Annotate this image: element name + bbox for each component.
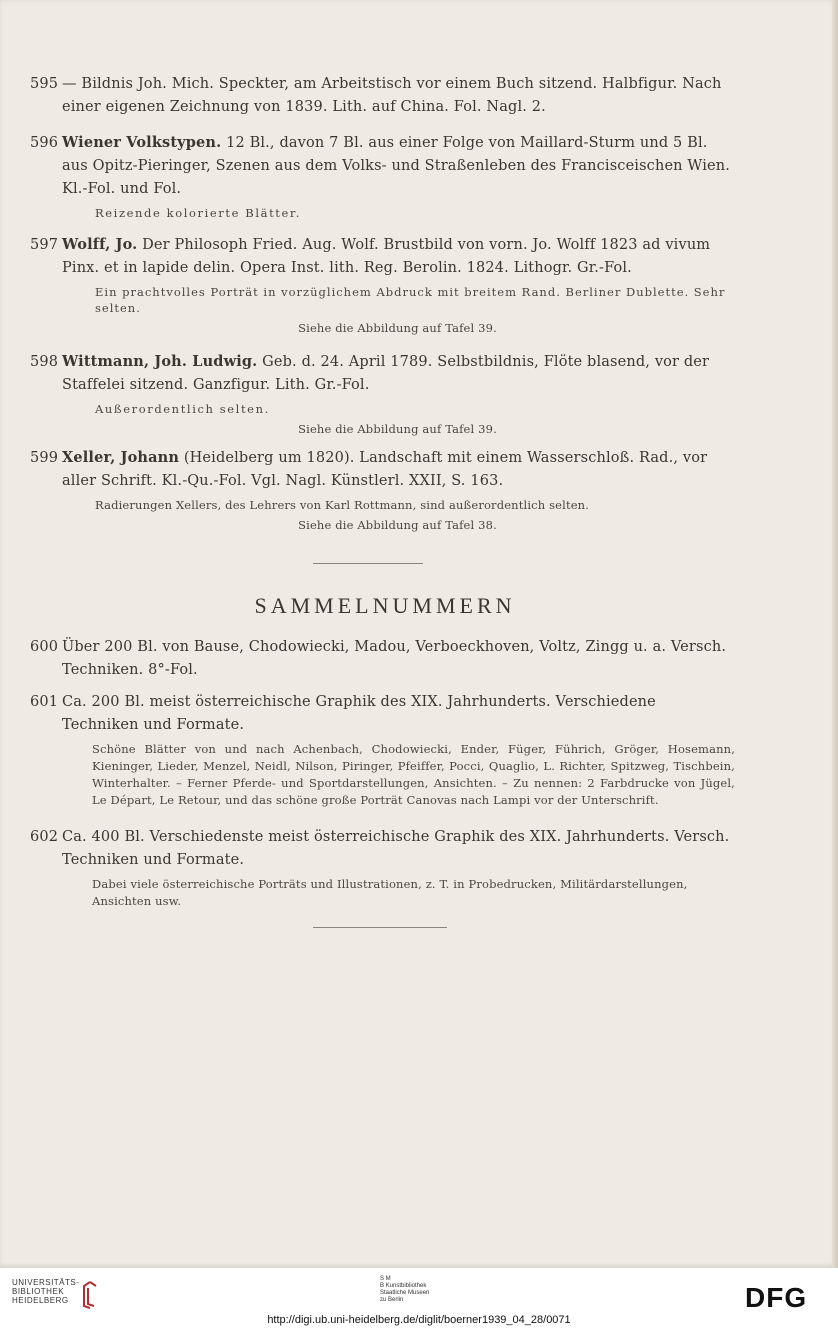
entry-text: Ca. 200 Bl. meist österreichische Graphik des XIX. Jahrhunderts. Verschiedene Techniken und Formate. — [62, 694, 656, 733]
entry-596 — [30, 131, 735, 221]
entry-text: Ca. 400 Bl. Verschiedenste meist österreichische Graphik des XIX. Jahrhunderts. Versch. Techniken und Formate. — [62, 829, 730, 868]
logo-line: UNIVERSITÄTS- — [12, 1278, 80, 1287]
entry-600 — [30, 636, 735, 682]
entry-number: 597 — [30, 237, 59, 253]
entry-599 — [30, 446, 735, 533]
entry-text: 12 Bl., davon 7 Bl. aus einer Folge von Maillard-Sturm und 5 Bl. aus Opitz-Pieringer, Szenen aus dem Volks- und Straßenleben des Francisceischen Wien. Kl.-Fol. und Fol. — [62, 135, 730, 197]
entry-note: Reizende kolorierte Blätter. — [95, 206, 302, 220]
section-title: SAMMELNUMMERN — [254, 593, 516, 618]
entry-note: Außerordentlich selten. — [95, 402, 270, 416]
entry-number: 601 — [30, 694, 59, 710]
entry-note: Schöne Blätter von und nach Achenbach, Chodowiecki, Ender, Füger, Führich, Gröger, Hosemann, Kieninger, Lieder, Menzel, Neidl, Nilson, Piringer, Pfeiffer, Pocci, Quaglio, L. Richter, Spitzweg, Tischbein, Winterhalter. – Ferner Pferde- und Sportdarstellungen, Ansichten. – Zu nennen: 2 Farbdrucke von Jügel, Le Départ, Le Retour, und das schöne große Porträt Canovas nach Lampi vor der Unterschrift. — [92, 742, 735, 807]
permalink-url[interactable]: http://digi.ub.uni-heidelberg.de/diglit/boerner1939_04_28/0071 — [267, 1314, 571, 1326]
entry-602 — [30, 826, 735, 910]
plate-reference: Siehe die Abbildung auf Tafel 38. — [298, 518, 497, 532]
logo-line: B Kunstbibliothek — [380, 1283, 427, 1289]
plate-reference: Siehe die Abbildung auf Tafel 39. — [298, 422, 497, 436]
entry-text: (Heidelberg um 1820). Landschaft mit einem Wasserschloß. Rad., vor aller Schrift. Kl.-Qu.-Fol. Vgl. Nagl. Künstlerl. XXII, S. 163. — [62, 450, 708, 489]
logo-line: BIBLIOTHEK — [12, 1287, 65, 1296]
entry-598 — [30, 350, 735, 437]
page-edge — [832, 0, 838, 1268]
entry-number: 600 — [30, 639, 59, 655]
entry-595 — [30, 73, 735, 119]
entry-number: 595 — [30, 76, 59, 92]
end-divider — [313, 927, 447, 928]
entry-text: Über 200 Bl. von Bause, Chodowiecki, Madou, Verboeckhoven, Voltz, Zingg u. a. Versch. Techniken. 8°-Fol. — [62, 639, 727, 678]
heidelberg-logo[interactable] — [12, 1278, 79, 1305]
heidelberg-logo-icon — [80, 1280, 100, 1310]
entry-number: 598 — [30, 354, 59, 370]
entry-number: 596 — [30, 135, 59, 151]
entry-number: 602 — [30, 829, 59, 845]
viewer-footer — [0, 1268, 838, 1330]
section-divider — [313, 563, 423, 564]
entry-number: 599 — [30, 450, 59, 466]
logo-line: S M — [380, 1276, 391, 1282]
entry-name: Wolff, Jo. — [62, 236, 138, 253]
entry-text: — Bildnis Joh. Mich. Speckter, am Arbeitstisch vor einem Buch sitzend. Halbfigur. Nach einer eigenen Zeichnung von 1839. Lith. auf China. Fol. Nagl. 2. — [62, 76, 722, 115]
dfg-logo[interactable]: DFG — [745, 1282, 808, 1313]
entry-name: Wiener Volkstypen. — [62, 134, 222, 151]
entry-597 — [30, 233, 735, 336]
logo-line: Staatliche Museen — [380, 1290, 430, 1296]
entry-601 — [30, 691, 735, 809]
smb-logo[interactable] — [380, 1276, 429, 1304]
entry-text: Der Philosoph Fried. Aug. Wolf. Brustbild von vorn. Jo. Wolff 1823 ad vivum Pinx. et in lapide delin. Opera Inst. lith. Reg. Berolin. 1824. Lithogr. Gr.-Fol. — [62, 237, 711, 276]
entry-note: Dabei viele österreichische Porträts und Illustrationen, z. T. in Probedrucken, Militärdarstellungen, Ansichten usw. — [92, 877, 688, 908]
entry-name: Wittmann, Joh. Ludwig. — [62, 353, 258, 370]
entry-text: Geb. d. 24. April 1789. Selbstbildnis, Flöte blasend, vor der Staffelei sitzend. Ganzfigur. Lith. Gr.-Fol. — [62, 354, 710, 393]
entry-name: Xeller, Johann — [62, 449, 180, 466]
entry-note: Ein prachtvolles Porträt in vorzüglichem Abdruck mit breitem Rand. Berliner Dublette. Sehr selten. — [95, 285, 726, 315]
logo-line: zu Berlin — [380, 1297, 404, 1303]
logo-line: HEIDELBERG — [12, 1296, 69, 1305]
entry-note: Radierungen Xellers, des Lehrers von Karl Rottmann, sind außerordentlich selten. — [95, 498, 590, 512]
plate-reference: Siehe die Abbildung auf Tafel 39. — [298, 321, 497, 335]
